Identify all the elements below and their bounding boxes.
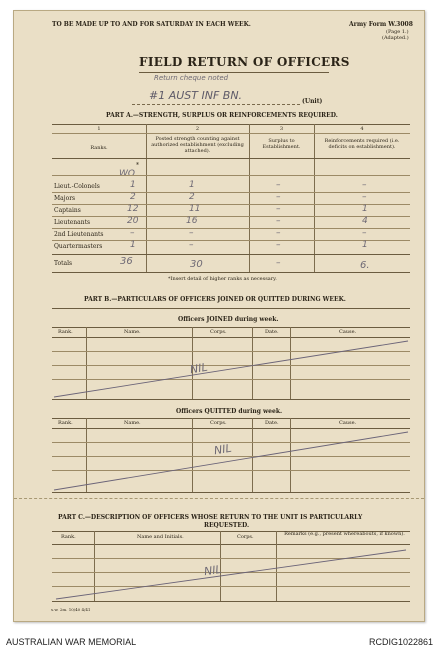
totals-surplus: – (276, 258, 281, 268)
part-c-title-line1: PART C.—DESCRIPTION OF OFFICERS WHOSE RETURN TO THE UNIT IS PARTICULARLY (58, 514, 363, 521)
joined-header-rule (52, 327, 410, 328)
col-number-3: 3 (279, 126, 284, 132)
rank-label: 2nd Lieutenants (54, 231, 104, 238)
row-rule (52, 228, 410, 229)
rank-label: Quartermasters (54, 243, 103, 250)
posted-strength: 1 (189, 180, 195, 190)
rank-establishment: – (130, 228, 135, 238)
col-header-ranks: Ranks. (90, 145, 108, 151)
reinforcements-value: – (362, 192, 367, 202)
row-rule (52, 216, 410, 217)
quitted-bottom-rule (52, 492, 410, 493)
quitted-header-rule (52, 418, 410, 419)
part-a-col-divider (146, 124, 147, 272)
field-return-form (13, 10, 425, 622)
rank-establishment: 1 (130, 180, 136, 190)
totals-label: Totals (54, 260, 73, 267)
col-cause: Cause. (339, 420, 357, 426)
joined-title: Officers JOINED during week. (178, 316, 279, 323)
rank-establishment: 2 (130, 192, 136, 202)
surplus-value: – (276, 204, 281, 214)
col-name: Name. (124, 329, 141, 335)
instruction-text: TO BE MADE UP TO AND FOR SATURDAY IN EACH WEEK. (52, 21, 251, 28)
col-name: Name. (124, 420, 141, 426)
star-mark: * (136, 162, 139, 169)
totals-rule (52, 254, 410, 255)
part-c-strike-line (52, 544, 410, 601)
part-a-bottom-rule (52, 272, 410, 273)
part-b-title: PART B.—PARTICULARS OF OFFICERS JOINED OR QUITTED DURING WEEK. (84, 296, 346, 303)
unit-value: #1 AUST INF BN. (149, 89, 243, 102)
col-cause: Cause. (339, 329, 357, 335)
surplus-value: – (276, 228, 281, 238)
rank-label: Majors (54, 195, 76, 202)
joined-strike-line (52, 337, 410, 399)
joined-nil: NIL (189, 360, 209, 377)
surplus-value: – (276, 180, 281, 190)
rank-label: Captains (54, 207, 81, 214)
col-remarks: Remarks (e.g., present whereabouts, if known). (284, 531, 405, 537)
part-c-bottom-rule (52, 601, 410, 602)
reinforcements-value: 4 (362, 216, 368, 226)
totals-establishment: 36 (120, 256, 133, 267)
totals-posted: 30 (190, 259, 203, 270)
archive-name: AUSTRALIAN WAR MEMORIAL (6, 637, 137, 647)
row-rule (52, 192, 410, 193)
unit-line (132, 104, 300, 105)
col-date: Date. (265, 329, 279, 335)
col-number-1: 1 (97, 126, 101, 132)
posted-strength: 2 (189, 192, 195, 202)
form-page: (Page 1.) (386, 29, 409, 35)
reinforcements-value: 1 (362, 204, 368, 214)
print-code: s.w. 2m. 10/40 4/41 (51, 607, 91, 612)
col-corps: Corps. (237, 534, 254, 540)
part-b-top-rule (52, 308, 410, 309)
reinforcements-value: – (362, 228, 367, 238)
rank-establishment: 20 (127, 216, 139, 226)
form-number: Army Form W.3008 (349, 21, 413, 28)
surplus-value: – (276, 216, 281, 226)
posted-strength: 11 (189, 204, 201, 214)
col-number-4: 4 (360, 126, 364, 132)
col-corps: Corps. (210, 420, 227, 426)
col-rank: Rank. (58, 420, 73, 426)
surplus-value: – (276, 192, 281, 202)
title-underline (139, 72, 329, 73)
unit-label: (Unit) (302, 98, 323, 105)
part-a-col-divider (314, 124, 315, 272)
form-adapted: (Adapted.) (382, 35, 409, 41)
col-number-rule (52, 133, 410, 134)
col-header-posted: Posted strength counting against authorized establishment (excluding attached). (151, 136, 244, 154)
part-a-top-rule (52, 124, 410, 125)
col-header-reinforcements: Reinforcements required (i.e. deficits on establishment). (324, 138, 400, 150)
rank-label: Lieutenants (54, 219, 91, 226)
part-a-col-divider (249, 124, 250, 272)
part-a-title: PART A.—STRENGTH, SURPLUS OR REINFORCEMENTS REQUIRED. (106, 112, 338, 119)
rank-label: Lieut.-Colonels (54, 183, 100, 190)
part-c-nil: NIL (203, 562, 223, 579)
part-c-title-line2: REQUESTED. (204, 522, 250, 529)
wo-note: WO (119, 169, 135, 179)
page-title: FIELD RETURN OF OFFICERS (139, 55, 350, 69)
archive-footer (0, 632, 441, 654)
header-bottom-rule (52, 158, 410, 159)
col-header-surplus: Surplus to Establishment. (262, 138, 301, 150)
col-corps: Corps. (210, 329, 227, 335)
rank-establishment: 12 (127, 204, 139, 214)
posted-strength: – (189, 228, 194, 238)
quitted-nil: NIL (213, 441, 233, 458)
col-number-2: 2 (195, 126, 200, 132)
surplus-value: – (276, 240, 281, 250)
reinforcements-value: 1 (362, 240, 368, 250)
quitted-title: Officers QUITTED during week. (176, 408, 283, 415)
row-rule (52, 175, 410, 176)
totals-reinforcements: 6. (360, 260, 370, 271)
posted-strength: – (189, 240, 194, 250)
row-rule (52, 240, 410, 241)
fold-line (14, 498, 424, 499)
margin-note: Return cheque noted (154, 74, 229, 82)
rank-establishment: 1 (130, 240, 136, 250)
posted-strength: 16 (186, 216, 198, 226)
joined-bottom-rule (52, 399, 410, 400)
row-rule (52, 204, 410, 205)
archive-id: RCDIG1022861 (368, 637, 433, 647)
col-date: Date. (265, 420, 279, 426)
quitted-strike-line (52, 428, 410, 492)
col-rank: Rank. (58, 329, 73, 335)
col-rank: Rank. (61, 534, 76, 540)
reinforcements-value: – (362, 180, 367, 190)
col-name-initials: Name and Initials. (137, 534, 184, 540)
footnote: *Insert detail of higher ranks as necessary. (168, 276, 277, 282)
